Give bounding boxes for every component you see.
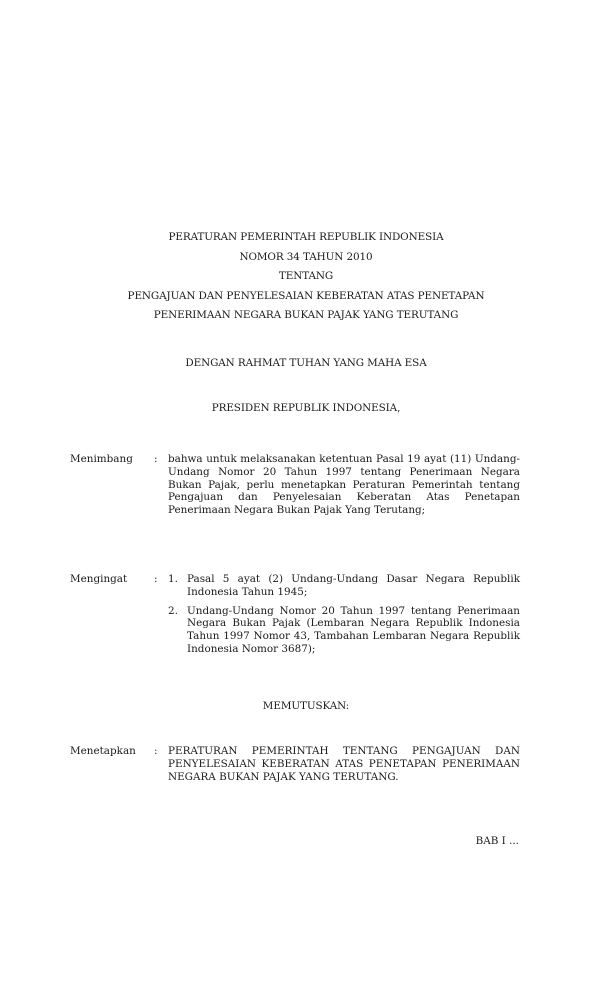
regulation-number: NOMOR 34 TAHUN 2010 <box>239 250 373 263</box>
mengingat-list <box>168 573 520 662</box>
regulation-title: PERATURAN PEMERINTAH REPUBLIK INDONESIA <box>168 231 444 243</box>
issuer: PRESIDEN REPUBLIK INDONESIA, <box>211 402 401 414</box>
document-header <box>0 228 612 326</box>
regulation-subject-line-1: PENGAJUAN DAN PENYELESAIAN KEBERATAN ATAS PENETAPAN <box>127 289 485 302</box>
decision-heading: MEMUTUSKAN: <box>262 700 350 712</box>
menimbang-label: Menimbang <box>70 453 133 465</box>
invocation: DENGAN RAHMAT TUHAN YANG MAHA ESA <box>185 357 427 369</box>
menimbang-colon: : <box>154 453 158 465</box>
next-page-marker: BAB I ... <box>475 835 519 847</box>
mengingat-section <box>70 573 520 662</box>
regulation-about: TENTANG <box>278 270 334 282</box>
list-item <box>168 573 520 599</box>
mengingat-colon: : <box>154 573 158 585</box>
menetapkan-section <box>70 745 520 783</box>
list-text: Undang-Undang Nomor 20 Tahun 1997 tentang Penerimaan Negara Bukan Pajak (Lembaran Negara Republik Indonesia Tahun 1997 Nomor 43, Tambahan Lembaran Negara Republik Indonesia Nomor 3687); <box>187 604 520 655</box>
mengingat-label: Mengingat <box>70 573 128 585</box>
menetapkan-label: Menetapkan <box>70 745 136 757</box>
list-item <box>168 605 520 656</box>
list-number: 2. <box>168 604 178 617</box>
menetapkan-text: PERATURAN PEMERINTAH TENTANG PENGAJUAN DAN PENYELESAIAN KEBERATAN ATAS PENETAPAN PENERIMAAN NEGARA BUKAN PAJAK YANG TERUTANG. <box>168 745 520 783</box>
menimbang-section <box>70 453 520 517</box>
menimbang-text: bahwa untuk melaksanakan ketentuan Pasal 19 ayat (11) Undang-Undang Nomor 20 Tahun 1997 tentang Penerimaan Negara Bukan Pajak, perlu menetapkan Peraturan Pemerintah tentang Pengajuan dan Penyelesaian Keberatan Atas Penetapan Penerimaan Negara Bukan Pajak Yang Terutang; <box>168 453 520 517</box>
list-number: 1. <box>168 573 178 585</box>
menetapkan-colon: : <box>154 745 158 757</box>
list-text: Pasal 5 ayat (2) Undang-Undang Dasar Negara Republik Indonesia Tahun 1945; <box>187 573 520 598</box>
regulation-subject-line-2: PENERIMAAN NEGARA BUKAN PAJAK YANG TERUTANG <box>153 309 459 321</box>
